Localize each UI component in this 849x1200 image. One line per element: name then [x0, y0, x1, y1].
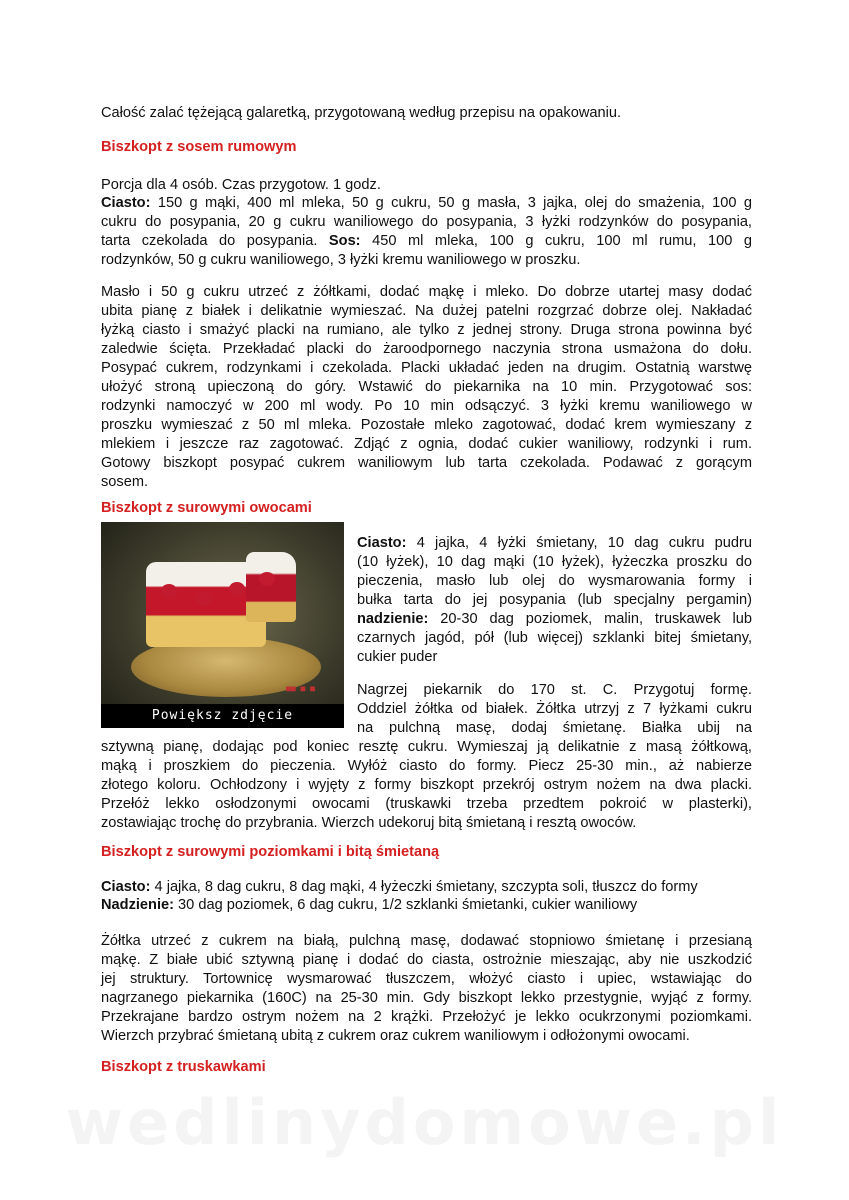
method-line: na pulchną masę, dodaj śmietanę. Białka ubij na — [357, 720, 752, 736]
ingredients-line: pieczenia, masło lub olej do wysmarowania formy i — [357, 573, 752, 589]
ingredients-line: Ciasto: 4 jajka, 8 dag cukru, 8 dag mąki, 4 łyżeczki śmietany, szczypta soli, tłuszcz do formy — [101, 879, 698, 895]
ingredients-line: cukier puder — [357, 649, 438, 665]
cake-photo[interactable] — [101, 522, 344, 728]
ingredients-line: tarta czekolada do posypania. Sos: 450 ml mleka, 100 g cukru, 100 ml rumu, 100 g — [101, 233, 752, 249]
method-line: mąką i proszkiem do pieczenia. Wyłóż ciasto do formy. Piecz 25-30 min., aż nabierze — [101, 758, 752, 774]
ciasto-label: Ciasto: — [357, 535, 407, 551]
ciasto-label: Ciasto: — [101, 195, 151, 211]
ciasto-label: Ciasto: — [101, 879, 151, 895]
method-line: rodzynki namoczyć w 200 ml wody. Po 10 min odsączyć. 3 łyżki kremu waniliowego w — [101, 398, 752, 414]
recipe-title-surowe-owoce: Biszkopt z surowymi owocami — [101, 500, 312, 516]
photo-stamp: ■■ ■ ■ — [286, 684, 315, 693]
method-line: Gotowy biszkopt posypać cukrem waniliowym lub tarta czekolada. Podawać z gorącym — [101, 455, 752, 471]
ingredients-line: rodzynków, 50 g cukru waniliowego, 3 łyżki kremu waniliowego w proszku. — [101, 252, 581, 268]
method-line: łyżką ciasto i smażyć placki na rumiano, ale tylko z jednej strony. Druga strona powinna być — [101, 322, 752, 338]
sos-label: Sos: — [328, 233, 361, 249]
recipe-title-truskawki: Biszkopt z truskawkami — [101, 1059, 266, 1075]
site-watermark: wedlinydomowe.pl — [65, 1086, 784, 1159]
method-line: jej struktury. Tortownicę wysmarować tłuszczem, włożyć ciasto i upiec, wstawiając do — [101, 971, 752, 987]
method-line: ułożyć stroną upieczoną do góry. Wstawić do piekarnika na 10 min. Przygotować sos: — [101, 379, 752, 395]
ingredients-line: czarnych jagód, pół (lub więcej) szklanki bitej śmietany, — [357, 630, 752, 646]
method-line: Żółtka utrzeć z cukrem na białą, pulchną masę, dodawać stopniowo śmietanę i przesianą — [101, 933, 752, 949]
recipe-title-sos-rumowy: Biszkopt z sosem rumowym — [101, 139, 297, 155]
ingredients-line: nadzienie: 20-30 dag poziomek, malin, truskawek lub — [357, 611, 752, 627]
serving-info: Porcja dla 4 osób. Czas przygotow. 1 godz. — [101, 177, 381, 193]
method-line: Nagrzej piekarnik do 170 st. C. Przygotuj formę. — [357, 682, 752, 698]
method-line: mąkę. Z białe ubić sztywną pianę i dodać do ciasta, ostrożnie mieszając, aby nie uszkodzić — [101, 952, 752, 968]
strawberry-shape — [259, 572, 275, 586]
method-line: Posypać cukrem, rodzynkami i czekolada. Placki układać jeden na drugim. Ostatnią warstwę — [101, 360, 752, 376]
method-line: Przełóż lekko osłodzonymi owocami (truskawki trzeba przedtem pokroić w plasterki), — [101, 796, 752, 812]
ingredients-line: Nadzienie: 30 dag poziomek, 6 dag cukru, 1/2 szklanki śmietanki, cukier waniliowy — [101, 897, 638, 913]
ingredients-line: Ciasto: 4 jajka, 4 łyżki śmietany, 10 dag cukru pudru — [357, 535, 752, 551]
intro-paragraph: Całość zalać tężejącą galaretką, przygotowaną według przepisu na opakowaniu. — [101, 105, 622, 121]
method-line: Wierzch przybrać śmietaną ubitą z cukrem oraz cukrem waniliowym i odłożonymi owocami. — [101, 1028, 690, 1044]
method-line: nagrzanego piekarnika (160C) na 25-30 min. Gdy biszkopt lekko przestygnie, wyjąć z formy. — [101, 990, 752, 1006]
method-line: zostawiając trochę do przybrania. Wierzch udekoruj bitą śmietaną i resztą owoców. — [101, 815, 637, 831]
enlarge-photo-link[interactable]: Powiększ zdjęcie — [101, 704, 344, 728]
strawberry-shape — [161, 584, 177, 598]
method-line: sosem. — [101, 474, 149, 490]
method-line: mlekiem i jeszcze raz zagotować. Zdjąć z ognia, dodać cukier waniliowy, rodzynki i rum. — [101, 436, 752, 452]
method-line: Oddziel żółtka od białek. Żółtka utrzyj z 7 łyżkami cukru — [357, 701, 752, 717]
cake-slice-shape — [246, 552, 296, 622]
strawberry-shape — [196, 592, 212, 606]
nadzienie-label: Nadzienie: — [101, 897, 174, 913]
ingredients-line: bułka tarta do jej posypania (lub specjalny pergamin) — [357, 592, 752, 608]
recipe-title-poziomki: Biszkopt z surowymi poziomkami i bitą śmietaną — [101, 844, 440, 860]
ingredients-line: (10 łyżek), 10 dag mąki (10 łyżek), łyżeczka proszku do — [357, 554, 752, 570]
method-line: Przekrajane bardzo ostrym nożem na 2 krążki. Przełożyć je lekko ocukrzonymi poziomkami. — [101, 1009, 752, 1025]
method-line: zaledwie ścięta. Przekładać placki do żaroodpornego naczynia strona usmażona do dołu. — [101, 341, 752, 357]
ingredients-line: Ciasto: 150 g mąki, 400 ml mleka, 50 g cukru, 50 g masła, 3 jajka, olej do smażenia, 100 g — [101, 195, 752, 211]
method-line: złotego koloru. Ochłodzony i wyjęty z formy biszkopt przekrój ostrym nożem na dwa placki. — [101, 777, 752, 793]
ingredients-line: cukru do posypania, 20 g cukru waniliowego do posypania, 3 łyżki rodzynków do posypania, — [101, 214, 752, 230]
method-line: ubita pianę z białek i delikatnie wymieszać. Na dużej patelni rozgrzać dobrze olej. Nakładać — [101, 303, 752, 319]
nadzienie-label: nadzienie: — [357, 611, 429, 627]
method-line: Masło i 50 g cukru utrzeć z żółtkami, dodać mąkę i mleko. Do dobrze utartej masy dodać — [101, 284, 752, 300]
method-line: sztywną pianę, dodając pod koniec resztę cukru. Wymieszaj ją delikatnie z masą żółtkową, — [101, 739, 752, 755]
method-line: proszku wymieszać z 50 ml mleka. Pozostałe mleko zagotować, dodać krem wymieszany z — [101, 417, 752, 433]
strawberry-shape — [229, 582, 245, 596]
